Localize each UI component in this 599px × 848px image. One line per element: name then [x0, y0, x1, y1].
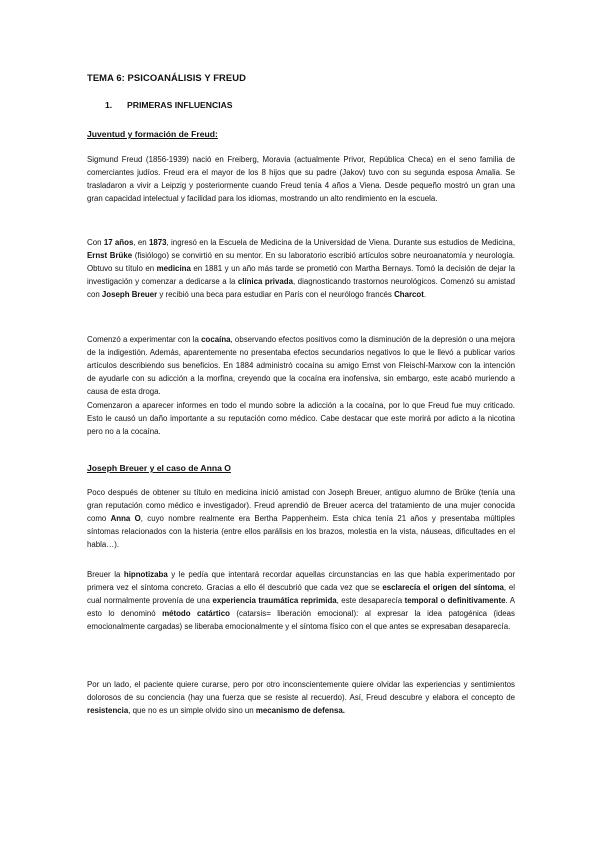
text-run: Por un lado, el paciente quiere curarse, pero por otro inconscientemente quiere olvidar las experiencias y sentimientos dolorosos de su conciencia (hay una fuerza que se resiste al recuerdo). Así, Freud descubre y elabora el concepto de — [87, 680, 515, 703]
paragraph-1 — [87, 153, 515, 205]
text-run: , ingresó en la Escuela de Medicina de la Universidad de Viena. Durante sus estudios de Medicina, — [166, 238, 516, 247]
bold-text-run: medicina — [156, 264, 191, 274]
text-run: , este desaparecía — [336, 596, 405, 606]
bold-text-run: cocaína — [201, 335, 231, 344]
paragraph-5 — [87, 568, 515, 633]
bold-text-run: hipnotizaba — [123, 570, 168, 579]
paragraph-3a — [87, 333, 515, 398]
bold-text-run: 17 años — [103, 238, 134, 247]
text-run: , el cual normalmente provenía de una — [87, 583, 515, 606]
text-run: , que no es un simple olvido sino un — [128, 706, 256, 716]
text-run: , diagnosticando trastornos neurológicos. Comenzó su amistad con — [87, 277, 516, 300]
bold-text-run: método catártico — [162, 609, 230, 619]
bold-text-run: resistencia — [87, 706, 129, 716]
bold-text-run: Ernst Brüke — [87, 251, 133, 261]
text-run: , observando efectos positivos como la disminución de la depresión o una mejora de la indigestión. Además, aparentemente no presentaba efectos secundarios negativos lo que le llevó a publicar varios artículos describiendo sus beneficios. En 1884 administró cocaína su amigo Ernst von Fleischl-Marxow con la intención de ayudarle con su adicción a la morfina, creyendo que la cocaína era inofensiva, sin embargo, este acabó muriendo a causa de esta droga. — [87, 335, 515, 397]
text-run: (fisiólogo) se convirtió en su mentor. En su laboratorio escribió artículos sobre neuroanatomía y neurología. Obtuvo su título en — [87, 251, 515, 274]
bold-text-run: temporal o definitivamente — [404, 596, 506, 606]
text-run: Sigmund Freud (1856-1939) nació en Freiberg, Moravia (actualmente Privor, República Checa) en el seno familia de comerciantes judíos. Freud era el mayor de los 8 hijos que su padre (Jakov) tuvo con su segunda esposa Amalia. Se trasladaron a vivir a Leipzig y posteriormente cuando Freud tenía 4 años a Viena. Desde pequeño mostró un gran una gran capacidad intelectual y facilidad para los idiomas, mostrando un alto rendimiento en la escuela. — [87, 155, 515, 204]
subheading-breuer: Joseph Breuer y el caso de Anna O — [87, 463, 231, 473]
section-heading — [105, 100, 233, 110]
text-run: , cuyo nombre realmente era Bertha Pappenheim. Esta chica tenía 21 años y presentaba múltiples síntomas relacionados con la histeria (entre ellos parálisis en los brazos, molestia en la vista, náuseas, dificultades en el habla…). — [87, 514, 515, 550]
text-run: , en — [133, 238, 149, 247]
text-run: Poco después de obtener su título en medicina inició amistad con Joseph Breuer, antiguo alumno de Brüke (tenía una gran reputación como médico e investigador). Freud aprendió de Breuer acerca del tratamiento de una mujer conocida como — [87, 488, 515, 524]
paragraph-2 — [87, 236, 515, 301]
bold-text-run: Joseph Breuer — [101, 290, 158, 300]
text-run: y recibió una beca para estudiar en París con el neurólogo francés — [157, 290, 395, 300]
text-run: en 1881 y un año más tarde se prometió con Martha Bernays. Tomó la decisión de dejar la investigación y comenzar a dedicarse a la — [87, 264, 515, 287]
paragraph-4 — [87, 486, 515, 551]
section-number: 1. — [105, 100, 113, 110]
document-title: TEMA 6: PSICOANÁLISIS Y FREUD — [87, 72, 246, 83]
paragraph-3b — [87, 399, 515, 438]
bold-text-run: experiencia traumática reprimida — [212, 596, 337, 606]
bold-text-run: Charcot — [394, 290, 424, 300]
paragraph-6 — [87, 678, 515, 717]
bold-text-run: clínica privada — [237, 277, 293, 287]
text-run: Breuer la — [87, 570, 124, 579]
text-run: Comenzaron a aparecer informes en todo el mundo sobre la adicción a la cocaína, por lo que Freud fue muy criticado. Esto le causó un daño importante a su reputación como médico. Cabe destacar que este morirá por adicto a la nicotina pero no a la cocaína. — [87, 401, 515, 437]
bold-text-run: Anna O — [110, 514, 141, 524]
bold-text-run: mecanismo de defensa. — [255, 706, 345, 716]
text-run: (catarsis= liberación emocional): al expresar la idea patogénica (ideas emocionalmente cargadas) se liberaba emocionalmente y el síntoma físico con el que antes se expresaban desaparecía. — [87, 609, 515, 632]
subheading-juventud: Juventud y formación de Freud: — [87, 129, 218, 139]
text-run: y le pedía que intentará recordar aquellas circunstancias en las que había experimentado por primera vez el síntoma concreto. Gracias a ello él descubrió que cada vez que se — [87, 570, 515, 593]
bold-text-run: esclarecía el origen del síntoma — [382, 583, 504, 593]
text-run: . — [423, 290, 427, 300]
text-run: Con — [87, 238, 104, 247]
bold-text-run: 1873 — [148, 238, 167, 247]
text-run: Comenzó a experimentar con la — [87, 335, 202, 344]
text-run: . A esto lo denominó — [87, 596, 515, 619]
section-label: PRIMERAS INFLUENCIAS — [127, 100, 233, 110]
